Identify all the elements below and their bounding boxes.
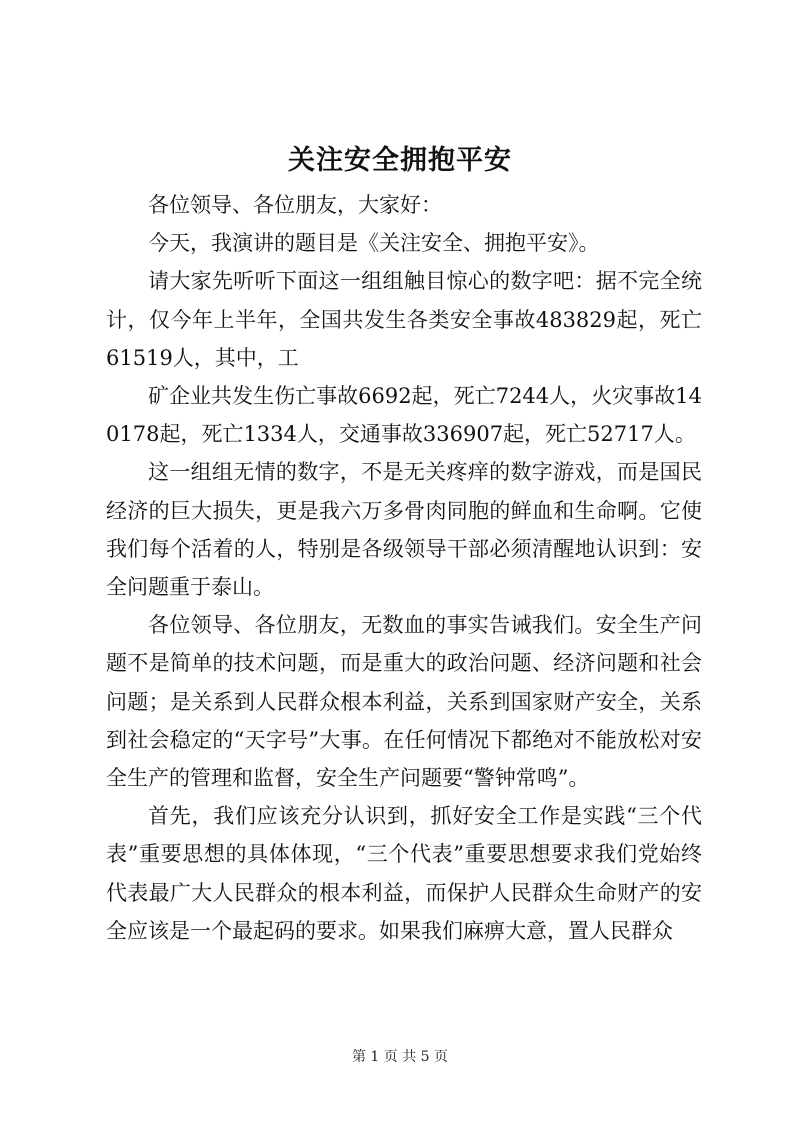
paragraph-topic: 今天，我演讲的题目是《关注安全、拥抱平安》。 (148, 231, 600, 256)
document-title: 关注安全拥抱平安 (288, 145, 512, 176)
paragraph-three-represents: 首先，我们应该充分认识到，抓好安全工作是实践“三个代表”重要思想的具体体现，“三个代表”重要思想要求我们党始终代表最广大人民群众的根本利益，而保护人民群众生命财产的安全应该是一个最起码的要求。如果我们麻痹大意，置人民群众 (106, 804, 702, 943)
paragraph-greeting: 各位领导、各位朋友，大家好： (148, 193, 442, 217)
paragraph-statistics-continued: 矿企业共发生伤亡事故6692起，死亡7244人，火灾事故140178起，死亡1334人，交通事故336907起，死亡52717人。 (106, 384, 702, 447)
paragraph-statistics: 请大家先听听下面这一组组触目惊心的数字吧：据不完全统计，仅今年上半年，全国共发生各类安全事故483829起，死亡61519人，其中，工 (106, 269, 702, 370)
page-number-footer: 第 1 页 共 5 页 (351, 1049, 449, 1065)
document-body (106, 186, 702, 950)
paragraph-safety-importance: 各位领导、各位朋友，无数血的事实告诫我们。安全生产问题不是简单的技术问题，而是重大的政治问题、经济问题和社会问题；是关系到人民群众根本利益，关系到国家财产安全，关系到社会稳定的“天字号”大事。在任何情况下都绝对不能放松对安全生产的管理和监督，安全生产问题要“警钟常鸣”。 (106, 613, 702, 791)
paragraph-numbers-reflection: 这一组组无情的数字，不是无关疼痒的数字游戏，而是国民经济的巨大损失，更是我六万多骨肉同胞的鲜血和生命啊。它使我们每个活着的人，特别是各级领导干部必须清醒地认识到：安全问题重于泰山。 (106, 460, 702, 600)
